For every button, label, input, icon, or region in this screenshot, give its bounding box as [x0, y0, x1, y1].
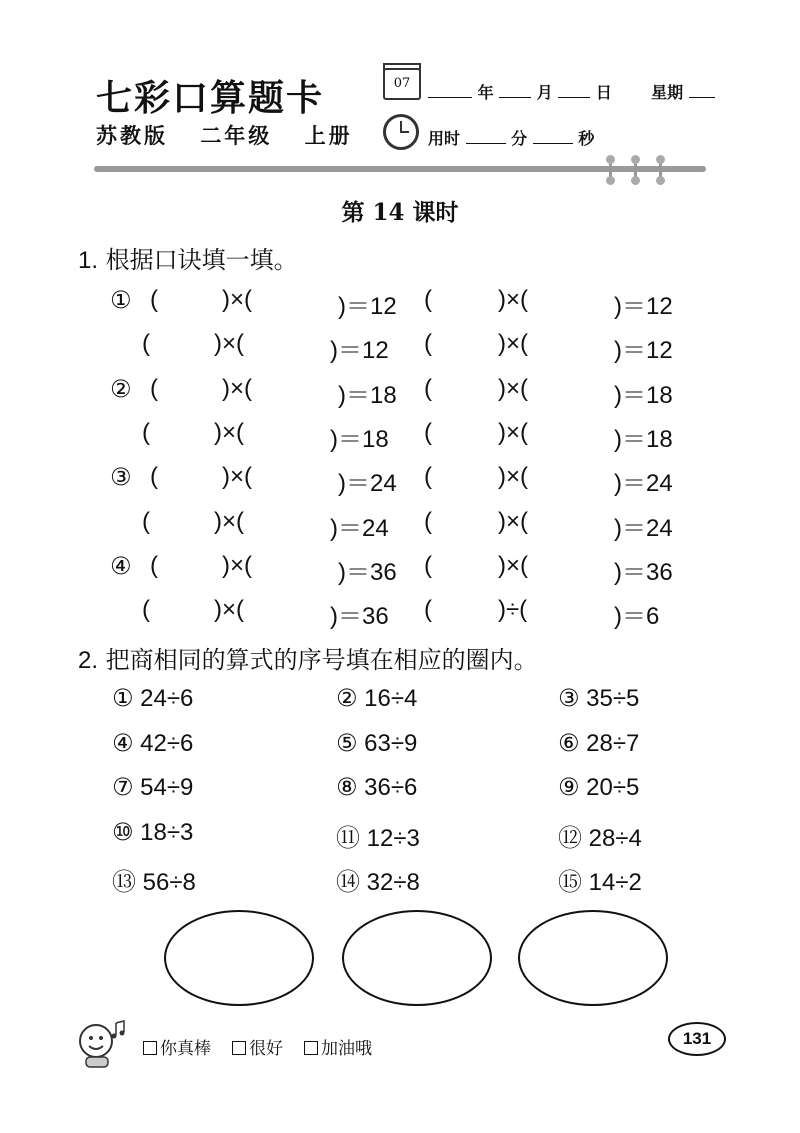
equation-part[interactable]: (	[150, 551, 158, 579]
seconds-blank[interactable]	[533, 131, 573, 144]
month-blank[interactable]	[499, 85, 531, 98]
question-2-title: 2. 把商相同的算式的序号填在相应的圈内。	[78, 646, 538, 674]
equation-part[interactable]: )×(	[498, 374, 528, 402]
answer-circle-1[interactable]	[164, 910, 314, 1006]
equation-part[interactable]: (	[424, 286, 432, 313]
day-blank[interactable]	[558, 85, 590, 98]
division-item: ⑦ 54÷9	[112, 774, 194, 801]
equation-part: )＝18	[330, 425, 389, 453]
equation-part: )＝6	[614, 603, 660, 631]
equation-part[interactable]: )×(	[222, 463, 252, 491]
equation-part[interactable]: (	[142, 596, 150, 624]
equation-part: )＝24	[330, 514, 389, 542]
binder-pin-icon	[609, 158, 612, 182]
equation-part: )＝12	[614, 337, 673, 365]
equation-part: )＝18	[614, 425, 673, 453]
equation-part[interactable]: )×(	[498, 551, 528, 579]
equation-part[interactable]: (	[150, 463, 158, 491]
equation-part[interactable]: )×(	[222, 551, 252, 579]
weekday-blank[interactable]	[689, 85, 715, 98]
answer-circle-3[interactable]	[518, 910, 668, 1006]
division-item: ⑩ 18÷3	[112, 818, 194, 846]
equation-part[interactable]: )×(	[214, 596, 244, 624]
equation-group-marker: ④	[110, 551, 132, 580]
equation-part[interactable]: )×(	[498, 286, 528, 313]
equation-part: )＝24	[614, 514, 673, 542]
rating-great[interactable]: 你真棒	[143, 1034, 211, 1059]
division-item: ⑫ 28÷4	[558, 824, 642, 852]
equation-group-marker: ②	[110, 374, 132, 403]
equation-part[interactable]: )×(	[498, 463, 528, 491]
equation-part: )＝36	[614, 558, 673, 586]
equation-part: )＝36	[330, 603, 389, 631]
equation-part[interactable]: )×(	[214, 330, 244, 358]
division-item: ⑭ 32÷8	[336, 869, 420, 896]
equation-part: )＝12	[330, 337, 389, 365]
equation-part[interactable]: (	[424, 463, 432, 491]
division-item: ④ 42÷6	[112, 729, 194, 757]
binder-pin-icon	[634, 158, 637, 182]
division-item: ⑮ 14÷2	[558, 869, 642, 896]
checkbox-icon	[304, 1041, 318, 1055]
equation-part: )＝12	[614, 293, 673, 320]
binder-pin-icon	[659, 158, 662, 182]
equation-part[interactable]: )×(	[222, 374, 252, 402]
equation-part: )＝12	[338, 293, 397, 320]
division-item: ⑪ 12÷3	[336, 824, 420, 852]
header-divider	[94, 166, 706, 172]
mascot-icon	[72, 1015, 128, 1071]
calendar-icon: 07	[383, 68, 421, 100]
answer-circle-2[interactable]	[342, 910, 492, 1006]
equation-part: )＝36	[338, 558, 397, 586]
division-item: ⑤ 63÷9	[336, 729, 418, 757]
equation-part: )＝18	[614, 381, 673, 409]
clock-icon	[383, 114, 419, 150]
equation-part[interactable]: )×(	[498, 507, 528, 535]
division-item: ⑧ 36÷6	[336, 774, 418, 801]
year-blank[interactable]	[428, 85, 472, 98]
division-item: ⑬ 56÷8	[112, 869, 196, 896]
equation-part[interactable]: )×(	[214, 507, 244, 535]
time-fill-line: 用时 分 秒	[428, 129, 595, 148]
volume: 上册	[304, 124, 353, 148]
minutes-blank[interactable]	[466, 131, 506, 144]
equation-group-marker: ①	[110, 286, 132, 314]
rating-keep-going[interactable]: 加油哦	[304, 1034, 372, 1059]
brand-title: 七彩口算题卡	[96, 77, 325, 119]
equation-part[interactable]: )÷(	[498, 596, 528, 624]
equation-part[interactable]: (	[424, 330, 432, 358]
equation-part[interactable]: (	[424, 418, 432, 446]
rating-good[interactable]: 很好	[232, 1034, 283, 1059]
lesson-title: 第 14 课时	[341, 199, 459, 226]
equation-part[interactable]: (	[424, 596, 432, 624]
equation-part[interactable]: )×(	[222, 286, 252, 313]
equation-group-marker: ③	[110, 463, 132, 492]
equation-part[interactable]: (	[142, 330, 150, 358]
equation-part: )＝24	[614, 470, 673, 498]
division-item: ② 16÷4	[336, 685, 418, 712]
grade: 二年级	[200, 124, 273, 148]
publisher: 苏教版	[96, 124, 168, 148]
equation-part: )＝24	[338, 470, 397, 498]
page-number: 131	[668, 1022, 726, 1056]
date-fill-line: 年 月 日 星期	[428, 80, 715, 103]
equation-part[interactable]: (	[424, 374, 432, 402]
checkbox-icon	[232, 1041, 246, 1055]
checkbox-icon	[143, 1041, 157, 1055]
equation-part[interactable]: )×(	[214, 418, 244, 446]
edition-info	[96, 120, 375, 150]
division-item: ③ 35÷5	[558, 685, 640, 712]
question-1-title: 1. 根据口诀填一填。	[78, 246, 298, 274]
equation-part[interactable]: (	[424, 551, 432, 579]
equation-part[interactable]: (	[150, 374, 158, 402]
equation-part: )＝18	[338, 381, 397, 409]
equation-part[interactable]: (	[424, 507, 432, 535]
division-item: ① 24÷6	[112, 685, 194, 712]
equation-part[interactable]: (	[142, 507, 150, 535]
equation-part[interactable]: )×(	[498, 418, 528, 446]
equation-part[interactable]: )×(	[498, 330, 528, 358]
equation-part[interactable]: (	[142, 418, 150, 446]
division-item: ⑨ 20÷5	[558, 774, 640, 801]
division-item: ⑥ 28÷7	[558, 729, 640, 757]
equation-part[interactable]: (	[150, 286, 158, 313]
